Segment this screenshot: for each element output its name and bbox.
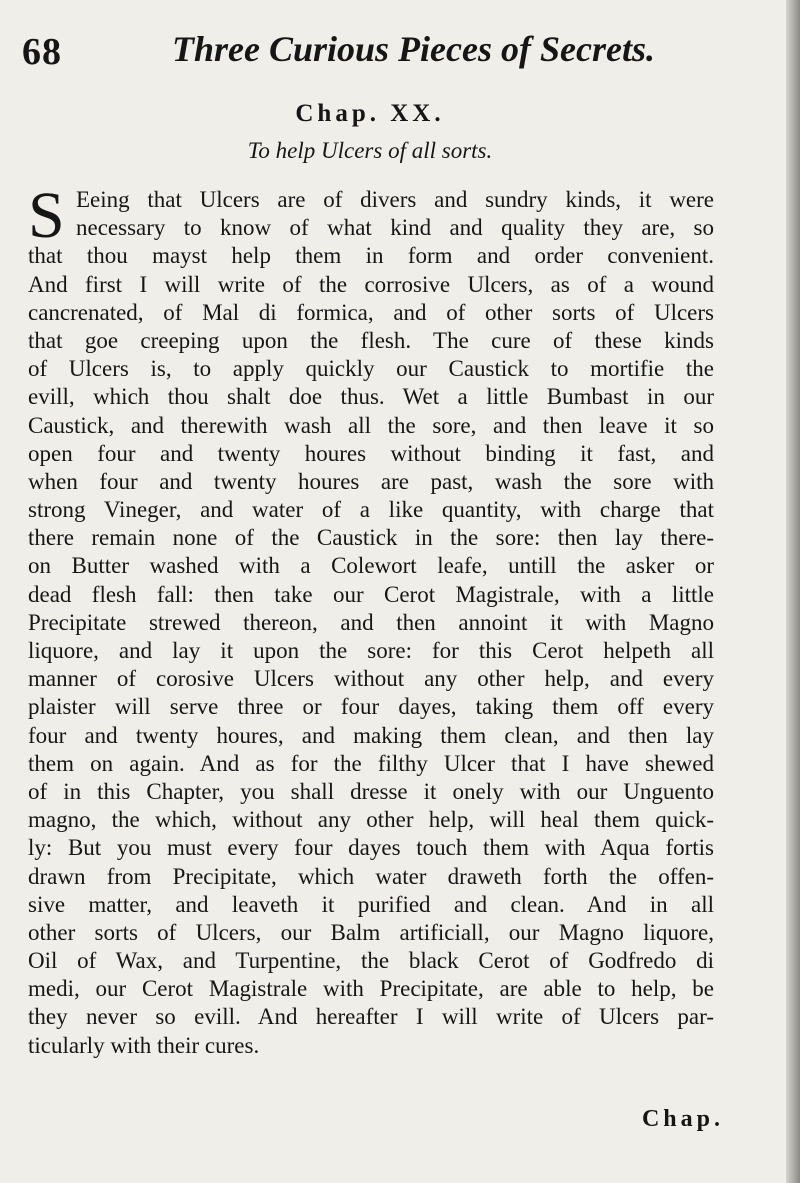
text-line: dead flesh fall: then take our Cerot Magistrale, with a little (28, 581, 714, 607)
text-line: Eeing that Ulcers are of divers and sundry kinds, it were (76, 187, 714, 212)
text-line: them on again. And as for the filthy Ulcer that I have shewed (28, 750, 714, 776)
text-line: when four and twenty houres are past, wash the sore with (28, 468, 714, 494)
text-line: plaister will serve three or four dayes, taking them off every (28, 694, 714, 720)
text-line: drawn from Precipitate, which water draweth forth the offen- (28, 863, 714, 889)
body-text (28, 179, 714, 1060)
text-line: open four and twenty houres without binding it fast, and (28, 440, 714, 466)
text-line: there remain none of the Caustick in the sore: then lay there- (28, 525, 714, 551)
text-line: medi, our Cerot Magistrale with Precipitate, are able to help, be (28, 976, 714, 1002)
text-line: other sorts of Ulcers, our Balm artificiall, our Magno liquore, (28, 919, 714, 945)
drop-cap: S (28, 179, 65, 252)
text-line: manner of corosive Ulcers without any other help, and every (28, 666, 714, 692)
text-line: strong Vineger, and water of a like quantity, with charge that (28, 497, 714, 523)
text-line: four and twenty houres, and making them clean, and then lay (28, 722, 714, 748)
text-line: Caustick, and therewith wash all the sore, and then leave it so (28, 412, 714, 438)
text-line: they never so evill. And hereafter I will write of Ulcers par- (28, 1004, 714, 1030)
text-line: cancrenated, of Mal di formica, and of other sorts of Ulcers (28, 299, 714, 325)
page-header (22, 28, 770, 74)
text-line: that goe creeping upon the flesh. The cure of these kinds (28, 327, 714, 353)
text-line: ly: But you must every four dayes touch them with Aqua fortis (28, 835, 714, 861)
text-line: of Ulcers is, to apply quickly our Caustick to mortifie the (28, 356, 714, 382)
text-line: Oil of Wax, and Turpentine, the black Cerot of Godfredo di (28, 948, 714, 974)
chapter-title: To help Ulcers of all sorts. (247, 138, 493, 163)
chapter-heading: Chap. XX. (295, 100, 445, 127)
text-line: Precipitate strewed thereon, and then annoint it with Magno (28, 609, 714, 635)
text-line: liquore, and lay it upon the sore: for this Cerot helpeth all (28, 638, 714, 663)
running-head: Three Curious Pieces of Secrets. (172, 29, 655, 69)
catchword: Chap. (641, 1106, 724, 1132)
text-line: sive matter, and leaveth it purified and clean. And in all (28, 891, 714, 917)
text-line: ticularly with their cures. (28, 1032, 260, 1058)
page-number: 68 (22, 31, 62, 73)
text-line: that thou mayst help them in form and order convenient. (28, 243, 714, 269)
text-line: on Butter washed with a Colewort leafe, untill the asker or (28, 553, 714, 579)
page-edge-shadow (786, 0, 800, 1183)
text-line: And first I will write of the corrosive Ulcers, as of a wound (28, 271, 714, 297)
text-line: of in this Chapter, you shall dresse it onely with our Unguento (28, 778, 714, 804)
text-line: magno, the which, without any other help, will heal them quick- (28, 807, 714, 833)
text-line: evill, which thou shalt doe thus. Wet a little Bumbast in our (28, 384, 714, 410)
text-line: necessary to know of what kind and quality they are, so (76, 215, 714, 241)
